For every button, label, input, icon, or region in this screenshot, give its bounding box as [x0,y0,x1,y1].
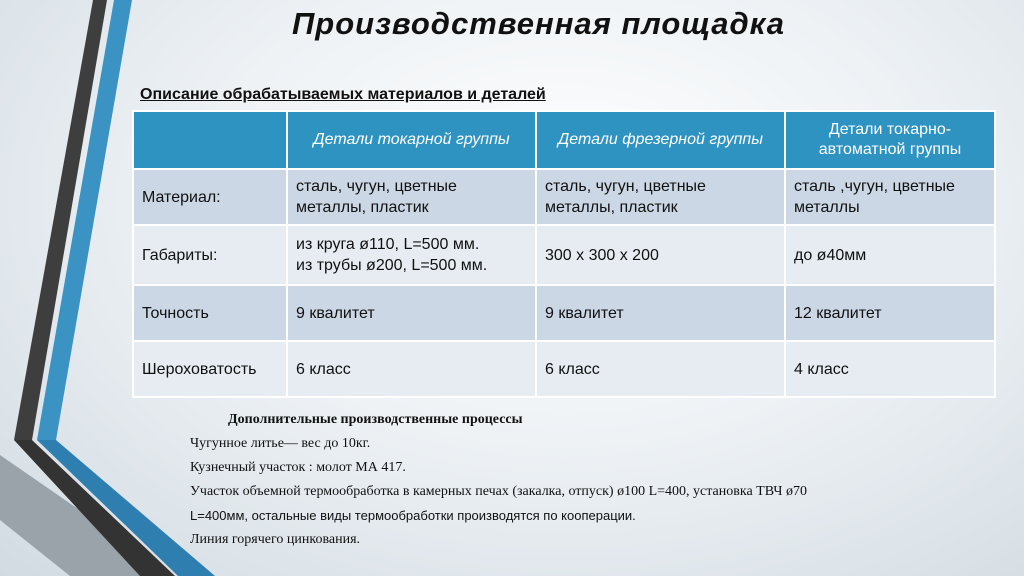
header-turning: Детали токарной группы [287,111,536,169]
table-cell: 12 квалитет [785,285,995,341]
table-cell [287,225,536,285]
process-line: L=400мм, остальные виды термообработки производятся по кооперации. [190,508,636,523]
process-line: Линия горячего цинкования. [190,532,361,547]
process-line: Участок объемной термообработка в камерных печах (закалка, отпуск) ø100 L=400, установка ТВЧ ø70 [190,484,807,499]
header-auto-turning: Детали токарно-автоматной группы [785,111,995,169]
header-milling: Детали фрезерной группы [536,111,785,169]
row-label: Шероховатость [133,341,287,397]
slide-title: Производственная площадка [292,6,785,41]
table-cell: 9 квалитет [536,285,785,341]
row-label: Точность [133,285,287,341]
additional-processes [190,408,1000,552]
table-cell: 9 квалитет [287,285,536,341]
table-cell: 6 класс [287,341,536,397]
table-row-dimensions [133,225,995,285]
row-label: Габариты: [133,225,287,285]
table-row-roughness [133,341,995,397]
process-line: Кузнечный участок : молот МА 417. [190,460,406,475]
cell-line: из трубы ø200, L=500 мм. [296,257,488,274]
table-header-row [133,111,995,169]
section-subtitle: Описание обрабатываемых материалов и деталей [140,86,546,103]
row-label: Материал: [133,169,287,225]
table-cell: сталь, чугун, цветные металлы, пластик [536,169,785,225]
table-cell: 4 класс [785,341,995,397]
process-line: Чугунное литье— вес до 10кг. [190,436,371,451]
table-cell: 300 х 300 х 200 [536,225,785,285]
materials-table [132,110,996,398]
cell-line: из круга ø110, L=500 мм. [296,236,480,253]
table-cell: 6 класс [536,341,785,397]
table-cell: до ø40мм [785,225,995,285]
table-row-material [133,169,995,225]
header-empty [133,111,287,169]
table-cell: сталь ,чугун, цветные металлы [785,169,995,225]
table-cell: сталь, чугун, цветные металлы, пластик [287,169,536,225]
table-row-accuracy [133,285,995,341]
processes-heading: Дополнительные производственные процессы [228,412,523,427]
